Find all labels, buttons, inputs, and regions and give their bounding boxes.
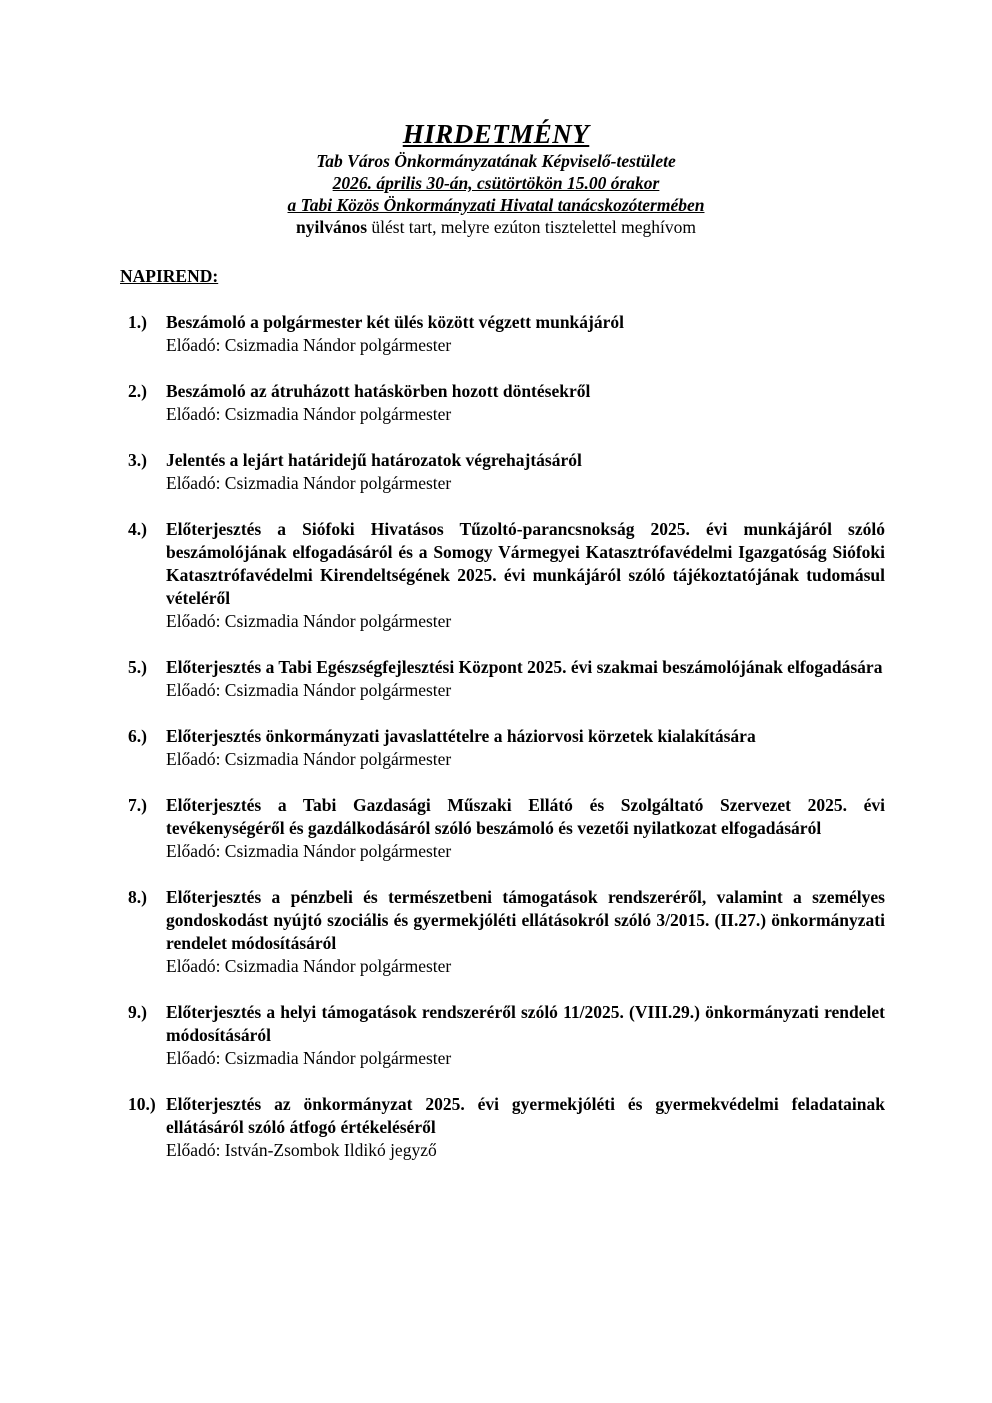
agenda-item-number: 5.) bbox=[128, 657, 147, 677]
agenda-item-presenter: Előadó: Csizmadia Nándor polgármester bbox=[166, 404, 452, 424]
agenda-item-number: 4.) bbox=[128, 519, 147, 539]
agenda-item-presenter: Előadó: Csizmadia Nándor polgármester bbox=[166, 611, 452, 631]
header-line-venue: a Tabi Közös Önkormányzati Hivatal tanácskozótermében bbox=[287, 195, 705, 215]
agenda-item bbox=[0, 518, 992, 633]
agenda-item-number: 2.) bbox=[128, 381, 147, 401]
agenda-item-number: 10.) bbox=[128, 1094, 156, 1114]
agenda-item bbox=[0, 1093, 992, 1162]
agenda-item bbox=[0, 1001, 992, 1070]
agenda-item-title: Beszámoló a polgármester két ülés között végzett munkájáról bbox=[166, 312, 624, 332]
agenda-item bbox=[0, 725, 992, 771]
agenda-item-presenter: Előadó: Csizmadia Nándor polgármester bbox=[166, 473, 452, 493]
agenda-item bbox=[0, 380, 992, 426]
agenda-item-title: Előterjesztés a Tabi Gazdasági Műszaki Ellátó és Szolgáltató Szervezet 2025. évi tevékenységéről és gazdálkodásáról szóló beszámoló és vezetői nyilatkozat elfogadásáról bbox=[166, 795, 885, 838]
agenda-item-number: 6.) bbox=[128, 726, 147, 746]
agenda-item bbox=[0, 794, 992, 863]
agenda-item-title: Előterjesztés a helyi támogatások rendszeréről szóló 11/2025. (VIII.29.) önkormányzati rendelet módosításáról bbox=[166, 1002, 885, 1045]
agenda-item-presenter: Előadó: István-Zsombok Ildikó jegyző bbox=[166, 1140, 437, 1160]
agenda-item-number: 7.) bbox=[128, 795, 147, 815]
agenda-item bbox=[0, 886, 992, 978]
document-title: HIRDETMÉNY bbox=[402, 119, 590, 149]
agenda-item-title: Beszámoló az átruházott hatáskörben hozott döntésekről bbox=[166, 381, 591, 401]
agenda-item-title: Előterjesztés önkormányzati javaslattételre a háziorvosi körzetek kialakítására bbox=[166, 726, 756, 746]
invitation-line bbox=[0, 216, 992, 239]
agenda-heading: NAPIREND: bbox=[120, 266, 219, 286]
agenda-item-number: 3.) bbox=[128, 450, 147, 470]
agenda-item-presenter: Előadó: Csizmadia Nándor polgármester bbox=[166, 335, 452, 355]
agenda-item-title: Előterjesztés az önkormányzat 2025. évi gyermekjóléti és gyermekvédelmi feladatainak ellátásáról szóló átfogó értékeléséről bbox=[166, 1094, 885, 1137]
invitation-bold: nyilvános bbox=[296, 217, 367, 237]
agenda-item-presenter: Előadó: Csizmadia Nándor polgármester bbox=[166, 680, 452, 700]
agenda-item-presenter: Előadó: Csizmadia Nándor polgármester bbox=[166, 841, 452, 861]
agenda-item-presenter: Előadó: Csizmadia Nándor polgármester bbox=[166, 749, 452, 769]
agenda-item-presenter: Előadó: Csizmadia Nándor polgármester bbox=[166, 1048, 452, 1068]
agenda-item bbox=[0, 656, 992, 702]
document-header bbox=[0, 118, 992, 239]
agenda-item-number: 9.) bbox=[128, 1002, 147, 1022]
invitation-text: ülést tart, melyre ezúton tisztelettel meghívom bbox=[367, 217, 696, 237]
agenda-item-title: Előterjesztés a Siófoki Hivatásos Tűzoltó-parancsnokság 2025. évi munkájáról szóló beszámolójának elfogadásáról és a Somogy Vármegyei Katasztrófavédelmi Igazgatóság Siófoki Katasztrófavédelmi Kirendeltségének 2025. évi munkájáról szóló tájékoztatójának tudomásul vételéről bbox=[166, 519, 885, 608]
agenda-item bbox=[0, 311, 992, 357]
agenda-item-number: 1.) bbox=[128, 312, 147, 332]
agenda-item bbox=[0, 449, 992, 495]
agenda-item-title: Jelentés a lejárt határidejű határozatok végrehajtásáról bbox=[166, 450, 582, 470]
agenda-item-title: Előterjesztés a Tabi Egészségfejlesztési Központ 2025. évi szakmai beszámolójának elfogadására bbox=[166, 657, 883, 677]
agenda-item-presenter: Előadó: Csizmadia Nándor polgármester bbox=[166, 956, 452, 976]
agenda-item-number: 8.) bbox=[128, 887, 147, 907]
header-line-body: Tab Város Önkormányzatának Képviselő-testülete bbox=[316, 151, 676, 171]
header-line-date: 2026. április 30-án, csütörtökön 15.00 órakor bbox=[332, 173, 660, 193]
agenda-item-title: Előterjesztés a pénzbeli és természetbeni támogatások rendszeréről, valamint a személyes gondoskodást nyújtó szociális és gyermekjóléti ellátásokról szóló 3/2015. (II.27.) önkormányzati rendelet módosításáról bbox=[166, 887, 885, 953]
agenda-list bbox=[0, 311, 992, 1185]
